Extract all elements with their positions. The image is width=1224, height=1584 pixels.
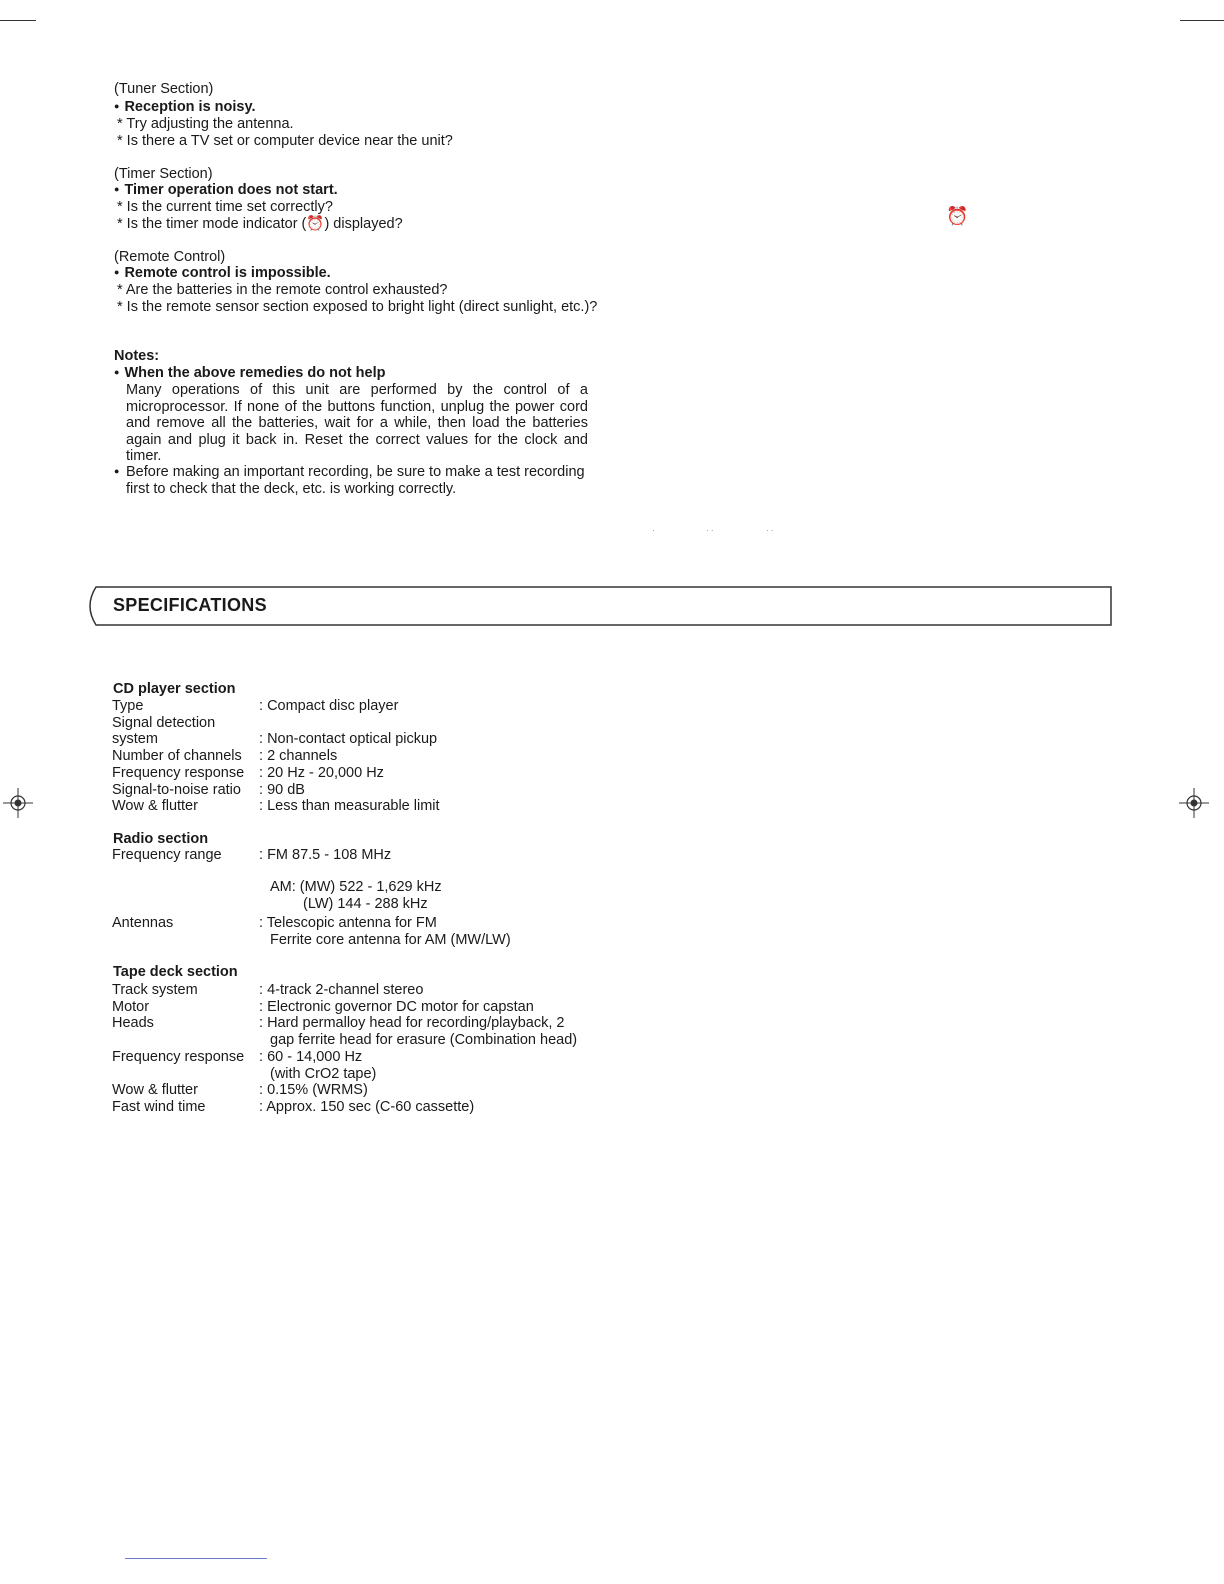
tuner-check-1: * Try adjusting the antenna. xyxy=(117,116,294,133)
cd-channels-label: Number of channels xyxy=(112,748,242,764)
scan-speck: · · xyxy=(706,526,714,535)
scan-speck: · xyxy=(652,526,655,535)
cd-type-value: : Compact disc player xyxy=(259,698,398,715)
specifications-title: SPECIFICATIONS xyxy=(113,595,267,615)
cd-signal-label-2: system xyxy=(112,731,158,747)
cd-channels-value: : 2 channels xyxy=(259,748,337,765)
notes-item-1-title: ● When the above remedies do not help xyxy=(114,365,385,383)
notes-item-2 xyxy=(114,464,590,497)
radio-range-fm: : FM 87.5 - 108 MHz xyxy=(259,847,391,864)
notes-item-1-body: Many operations of this unit are performed by the control of a microprocessor. If none of the buttons function, unplug the power cord and remove all the batteries, wait for a while, then load the batteries again and plug it back in. Reset the correct values for the clock and timer. xyxy=(126,382,588,465)
tape-track-label: Track system xyxy=(112,982,198,998)
timer-mode-icon: ⏰ xyxy=(306,216,325,232)
remote-check-2: * Is the remote sensor section exposed to bright light (direct sunlight, etc.)? xyxy=(117,299,597,316)
tape-section-heading: Tape deck section xyxy=(113,964,238,980)
registration-mark-left-icon xyxy=(3,788,33,818)
cd-signal-label-1: Signal detection xyxy=(112,715,216,731)
tape-freq-note: (with CrO2 tape) xyxy=(270,1066,377,1082)
radio-antenna-am: Ferrite core antenna for AM (MW/LW) xyxy=(270,932,511,948)
cd-freq-value: : 20 Hz - 20,000 Hz xyxy=(259,765,384,782)
cd-wow-label: Wow & flutter xyxy=(112,798,198,814)
remote-section-label: (Remote Control) xyxy=(114,249,226,265)
tape-track-value: : 4-track 2-channel stereo xyxy=(259,982,423,999)
notes-title: Notes: xyxy=(114,348,160,364)
tape-motor-value: : Electronic governor DC motor for capstan xyxy=(259,999,534,1016)
cd-section-heading: CD player section xyxy=(113,681,236,697)
tuner-check-2: * Is there a TV set or computer device near the unit? xyxy=(117,133,453,150)
radio-range-am-lw: (LW) 144 - 288 kHz xyxy=(303,896,428,912)
tape-freq-label: Frequency response xyxy=(112,1049,245,1065)
timer-section-label: (Timer Section) xyxy=(114,166,213,182)
cd-snr-label: Signal-to-noise ratio xyxy=(112,782,241,798)
remote-problem: ● Remote control is impossible. xyxy=(114,265,331,283)
bottom-rule xyxy=(125,1558,267,1559)
timer-check-2-text-post: ) displayed? xyxy=(324,216,403,232)
tape-wow-value: : 0.15% (WRMS) xyxy=(259,1082,368,1099)
cd-signal-value: : Non-contact optical pickup xyxy=(259,731,437,748)
tape-motor-label: Motor xyxy=(112,999,150,1015)
registration-mark-right-icon xyxy=(1179,788,1209,818)
timer-check-2-text-pre: Is the timer mode indicator ( xyxy=(126,216,307,232)
tape-heads-label: Heads xyxy=(112,1015,154,1031)
radio-range-label: Frequency range xyxy=(112,847,222,863)
tape-heads-value-1: : Hard permalloy head for recording/playback, 2 xyxy=(259,1015,564,1032)
cd-type-label: Type xyxy=(112,698,144,714)
cd-freq-label: Frequency response xyxy=(112,765,245,781)
radio-antenna-fm: : Telescopic antenna for FM xyxy=(259,915,437,932)
timer-check-1: * Is the current time set correctly? xyxy=(117,199,333,216)
radio-range-am-mw: AM: (MW) 522 - 1,629 kHz xyxy=(270,879,442,895)
bullet-dot-icon: ● xyxy=(114,466,120,476)
crop-mark-top-left xyxy=(0,20,36,21)
tape-wind-label: Fast wind time xyxy=(112,1099,206,1115)
tape-wind-value: : Approx. 150 sec (C-60 cassette) xyxy=(259,1099,474,1116)
radio-antenna-label: Antennas xyxy=(112,915,174,931)
scan-speck: · · xyxy=(766,526,774,535)
tuner-section-label: (Tuner Section) xyxy=(114,81,214,97)
notes-item-2-text: Before making an important recording, be sure to make a test recording first to check that the deck, etc. is working correctly. xyxy=(126,464,585,497)
tape-wow-label: Wow & flutter xyxy=(112,1082,198,1098)
tape-freq-value: : 60 - 14,000 Hz xyxy=(259,1049,362,1066)
radio-section-heading: Radio section xyxy=(113,831,209,847)
crop-mark-top-right xyxy=(1180,20,1224,21)
tape-heads-value-2: gap ferrite head for erasure (Combination head) xyxy=(270,1032,578,1048)
cd-snr-value: : 90 dB xyxy=(259,782,305,799)
timer-check-2 xyxy=(117,216,403,233)
tuner-problem: ● Reception is noisy. xyxy=(114,99,256,117)
timer-margin-icon: ⏰ xyxy=(946,206,969,226)
cd-wow-value: : Less than measurable limit xyxy=(259,798,440,815)
remote-check-1: * Are the batteries in the remote control exhausted? xyxy=(117,282,447,299)
timer-problem: ● Timer operation does not start. xyxy=(114,182,338,200)
